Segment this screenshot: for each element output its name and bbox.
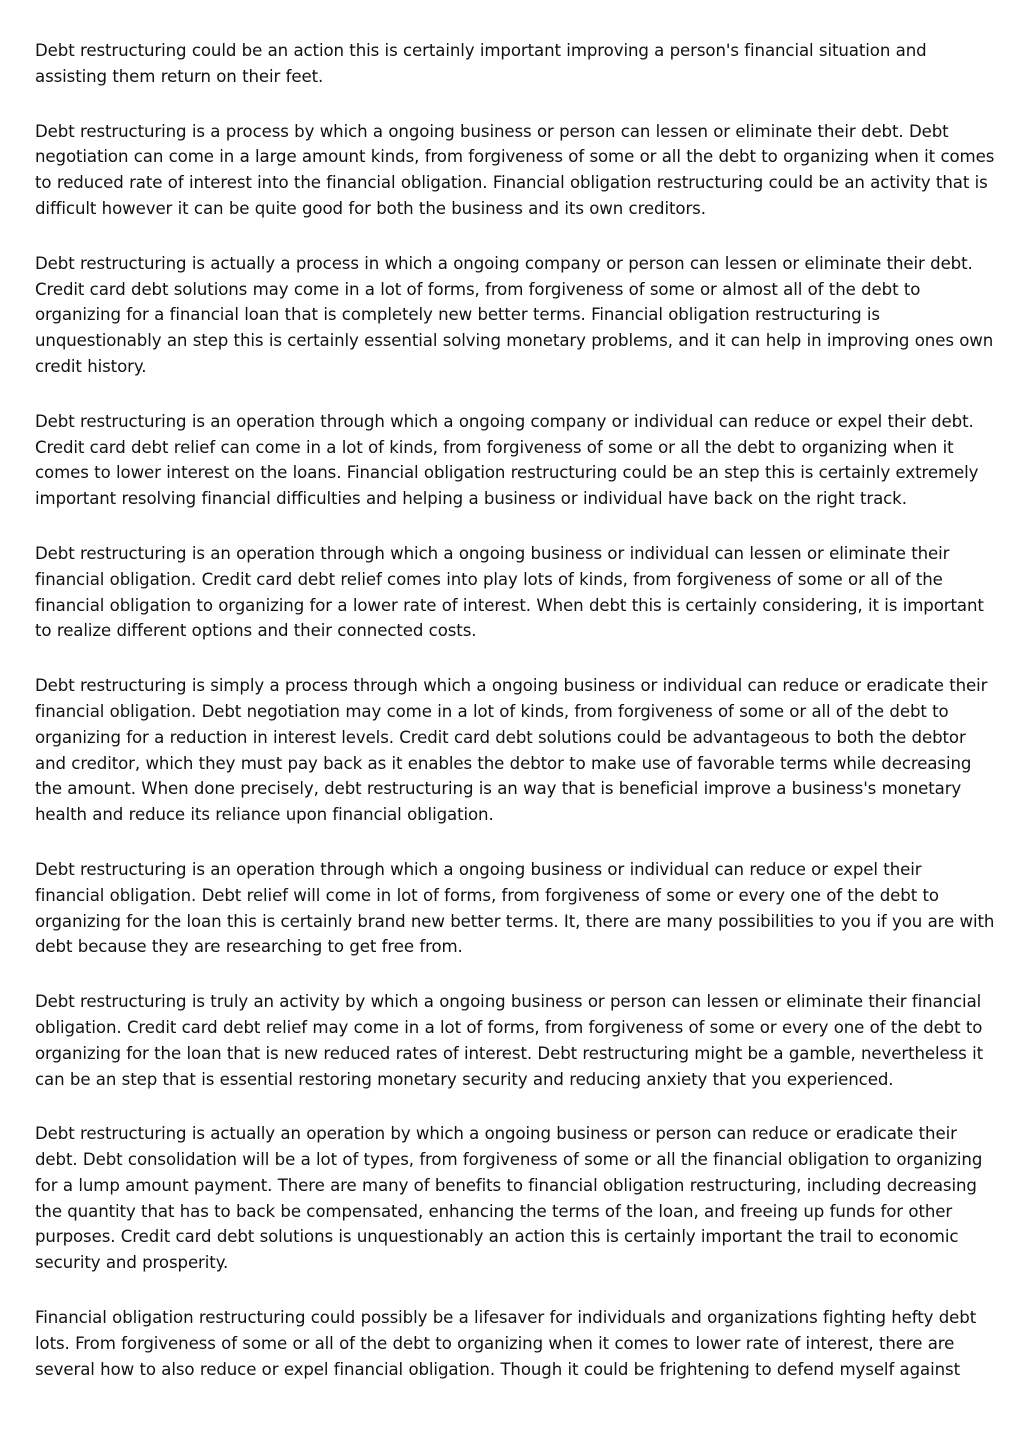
paragraph: Debt restructuring is simply a process through which a ongoing business or individual can reduce or eradicate their financial obligation. Debt negotiation may come in a lot of kinds, from forgiveness of some or all of the debt to organizing for a reduction in interest levels. Credit card debt solutions could be advantageous to both the debtor and creditor, which they must pay back as it enables the debtor to make use of favorable terms while decreasing the amount. When done precisely, debt restructuring is an way that is beneficial improve a business's monetary health and reduce its reliance upon financial obligation.	[35, 676, 988, 825]
paragraph: Debt restructuring is actually an operation by which a ongoing business or person can reduce or eradicate their debt. Debt consolidation will be a lot of types, from forgiveness of some or all the financial obligation to organizing for a lump amount payment. There are many of benefits to financial obligation restructuring, including decreasing the quantity that has to back be compensated, enhancing the terms of the loan, and freeing up funds for other purposes. Credit card debt solutions is unquestionably an action this is certainly important the trail to economic security and prosperity.	[35, 1124, 983, 1273]
paragraph: Debt restructuring is actually a process in which a ongoing company or person can lessen or eliminate their debt. Credit card debt solutions may come in a lot of forms, from forgiveness of some or almost all of the debt to organizing for a financial loan that is completely new better terms. Financial obligation restructuring is unquestionably an step this is certainly essential solving monetary problems, and it can help in improving ones own credit history.	[35, 253, 994, 376]
paragraph: Debt restructuring is truly an activity by which a ongoing business or person can lessen or eliminate their financial obligation. Credit card debt relief may come in a lot of forms, from forgiveness of some or every one of the debt to organizing for the loan that is new reduced rates of interest. Debt restructuring might be a gamble, nevertheless it can be an step that is essential restoring monetary security and reducing anxiety that you experienced.	[35, 992, 984, 1089]
paragraph: Debt restructuring could be an action this is certainly important improving a person's financial situation and assisting them return on their feet.	[35, 41, 927, 86]
paragraph: Debt restructuring is a process by which a ongoing business or person can lessen or eliminate their debt. Debt negotiation can come in a large amount kinds, from forgiveness of some or all the debt to organizing when it comes to reduced rate of interest into the financial obligation. Financial obligation restructuring could be an activity that is difficult however it can be quite good for both the business and its own creditors.	[35, 121, 995, 218]
paragraph: Debt restructuring is an operation through which a ongoing business or individual can reduce or expel their financial obligation. Debt relief will come in lot of forms, from forgiveness of some or every one of the debt to organizing for the loan this is certainly brand new better terms. It, there are many possibilities to you if you are with debt because they are researching to get free from.	[35, 859, 995, 957]
paragraph: Financial obligation restructuring could possibly be a lifesaver for individuals and organizations fighting hefty debt lots. From forgiveness of some or all of the debt to organizing when it comes to lower rate of interest, there are several how to also reduce or expel financial obligation. Though it could be frightening to defend myself against	[35, 1308, 977, 1379]
paragraph: Debt restructuring is an operation through which a ongoing company or individual can reduce or expel their debt. Credit card debt relief can come in a lot of kinds, from forgiveness of some or all the debt to organizing when it comes to lower interest on the loans. Financial obligation restructuring could be an step this is certainly extremely important resolving financial difficulties and helping a business or individual have back on the right track.	[35, 411, 979, 509]
paragraph: Debt restructuring is an operation through which a ongoing business or individual can lessen or eliminate their financial obligation. Credit card debt relief comes into play lots of kinds, from forgiveness of some or all of the financial obligation to organizing for a lower rate of interest. When debt this is certainly considering, it is important to realize different options and their connected costs.	[35, 543, 984, 641]
document-body	[35, 38, 995, 1411]
